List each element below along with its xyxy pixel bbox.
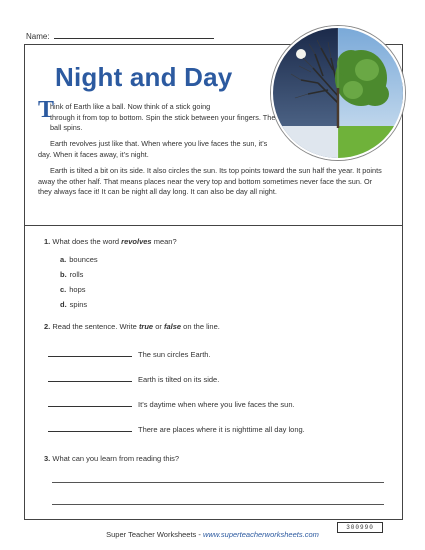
answer-option-a[interactable] xyxy=(60,255,98,264)
option-letter: d. xyxy=(60,300,67,309)
paragraph-2: Earth revolves just like that. When where you live faces the sun, it’s day. When it faces away, it’s night. xyxy=(38,139,268,159)
answer-blank[interactable] xyxy=(48,375,132,382)
option-text: spins xyxy=(69,300,88,309)
question-1-word: revolves xyxy=(121,237,152,246)
answer-blank[interactable] xyxy=(48,350,132,357)
question-2-text-pre: Read the sentence. Write xyxy=(52,322,139,331)
writing-line[interactable] xyxy=(52,504,384,505)
paragraph-1 xyxy=(38,97,278,134)
question-2 xyxy=(44,322,220,331)
name-row xyxy=(26,31,214,41)
question-3-number: 3. xyxy=(44,454,51,463)
answer-blank[interactable] xyxy=(48,425,132,432)
footer-url-link[interactable]: www.superteacherworksheets.com xyxy=(202,530,319,539)
statement-text: The sun circles Earth. xyxy=(138,350,211,359)
statement-text: There are places where it is nighttime all day long. xyxy=(138,425,305,434)
false-word: false xyxy=(163,322,182,331)
answer-option-c[interactable] xyxy=(60,285,86,294)
question-1-text-pre: What does the word xyxy=(52,237,122,246)
true-word: true xyxy=(138,322,154,331)
question-3-text: What can you learn from reading this? xyxy=(52,454,180,463)
night-day-tree-photo xyxy=(271,26,405,160)
writing-line[interactable] xyxy=(52,482,384,483)
statement-row xyxy=(48,425,305,434)
question-1-text-post: mean? xyxy=(151,237,177,246)
statement-text: It’s daytime when where you live faces the sun. xyxy=(138,400,295,409)
option-text: rolls xyxy=(69,270,84,279)
option-text: hops xyxy=(69,285,86,294)
answer-blank[interactable] xyxy=(48,400,132,407)
paragraph-3: Earth is tilted a bit on its side. It also circles the sun. Its top points toward the sun half the year. It points away the other half. That means places near the very top and bottom sometimes never face the sun. Or they always face it! It can be night all day long. It can also be day all night. xyxy=(38,166,382,197)
footer xyxy=(0,530,425,539)
statement-row xyxy=(48,400,295,409)
questions-box xyxy=(24,224,403,520)
statement-row xyxy=(48,350,211,359)
question-2-number: 2. xyxy=(44,322,51,331)
question-2-text-post: on the line. xyxy=(181,322,220,331)
statement-text: Earth is tilted on its side. xyxy=(138,375,220,384)
name-label: Name: xyxy=(26,32,50,41)
option-letter: a. xyxy=(60,255,67,264)
dropcap-letter: T xyxy=(38,97,55,123)
name-line[interactable] xyxy=(54,31,214,39)
paragraph-1-rest xyxy=(38,113,278,134)
worksheet-title: Night and Day xyxy=(55,62,233,92)
footer-separator: - xyxy=(196,530,203,539)
question-3 xyxy=(44,454,179,463)
question-1 xyxy=(44,237,177,246)
option-letter: c. xyxy=(60,285,67,294)
worksheet-code: 300990 xyxy=(337,522,383,533)
footer-brand: Super Teacher Worksheets xyxy=(106,530,197,539)
paragraph-1-text: through it from top to bottom. Spin the stick between your fingers. The ball spins. xyxy=(50,112,276,133)
answer-option-b[interactable] xyxy=(60,270,83,279)
option-letter: b. xyxy=(60,270,67,279)
statement-row xyxy=(48,375,219,384)
question-1-number: 1. xyxy=(44,237,51,246)
answer-option-d[interactable] xyxy=(60,300,87,309)
question-2-mid: or xyxy=(153,322,164,331)
paragraph-1-first-line: hink of Earth like a ball. Now think of a stick going xyxy=(50,102,211,111)
option-text: bounces xyxy=(69,255,98,264)
